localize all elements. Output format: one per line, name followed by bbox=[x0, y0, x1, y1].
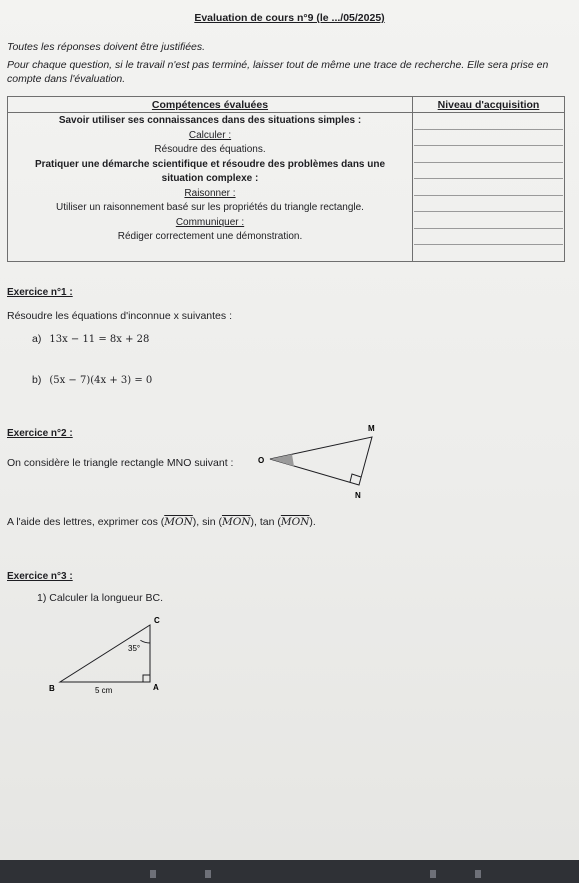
competences-header: Compétences évaluées bbox=[8, 97, 413, 113]
angle-label: 35° bbox=[128, 644, 141, 653]
competences-list bbox=[8, 113, 413, 262]
niveau-cell[interactable] bbox=[414, 229, 563, 246]
vertex-a-label: A bbox=[153, 683, 159, 692]
vertex-n-label: N bbox=[355, 491, 361, 500]
angle-c-arc bbox=[140, 640, 150, 643]
competence-row: Rédiger correctement une démonstration. bbox=[117, 231, 303, 242]
competence-row: Raisonner : bbox=[184, 187, 236, 199]
competence-row: Savoir utiliser ses connaissances dans des situations simples : bbox=[58, 115, 362, 126]
exercice1-statement: Résoudre les équations d'inconnue x suivantes : bbox=[7, 310, 232, 322]
angle-mon: $\overline{MON}$ bbox=[221, 516, 251, 528]
equation-a: 13x − 11 = 8x + 28 bbox=[49, 334, 150, 345]
exercice2-question bbox=[7, 516, 316, 528]
triangle-abc bbox=[60, 625, 150, 682]
competence-row: Communiquer : bbox=[175, 216, 245, 228]
niveau-cell[interactable] bbox=[414, 113, 563, 130]
niveau-column bbox=[413, 113, 565, 262]
niveau-cell[interactable] bbox=[414, 130, 563, 147]
right-angle-marker bbox=[143, 675, 150, 682]
item-label: b) bbox=[32, 374, 42, 386]
question-prefix: A l'aide des lettres, exprimer cos ( bbox=[7, 516, 165, 528]
niveau-cell[interactable] bbox=[414, 196, 563, 213]
exercice1-title: Exercice n°1 : bbox=[7, 287, 73, 298]
intro-trace: Pour chaque question, si le travail n'est pas terminé, laisser tout de même une trace de recherche. Elle sera prise en compte dans l'évaluation. bbox=[7, 59, 549, 85]
question-sep: ), sin ( bbox=[192, 516, 222, 528]
triangle-mno-figure bbox=[250, 418, 400, 508]
exercice2-title: Exercice n°2 : bbox=[7, 428, 73, 439]
equation-b: (5x − 7)(4x + 3) = 0 bbox=[49, 375, 153, 386]
exercice1-item-a bbox=[32, 333, 149, 345]
strip-mark bbox=[205, 870, 211, 878]
side-length-label: 5 cm bbox=[95, 686, 113, 695]
right-angle-marker bbox=[350, 474, 361, 482]
niveau-cell[interactable] bbox=[414, 163, 563, 180]
niveau-cell[interactable] bbox=[414, 212, 563, 229]
exercice1-item-b bbox=[32, 374, 152, 386]
competence-row: Pratiquer une démarche scientifique et résoudre des problèmes dans une bbox=[34, 158, 386, 170]
page-title: Evaluation de cours n°9 (le .../05/2025) bbox=[194, 12, 385, 24]
strip-mark bbox=[430, 870, 436, 878]
competence-row: Résoudre des équations. bbox=[154, 144, 266, 155]
vertex-m-label: M bbox=[368, 424, 375, 433]
competence-row: Utiliser un raisonnement basé sur les propriétés du triangle rectangle. bbox=[56, 202, 364, 213]
strip-mark bbox=[150, 870, 156, 878]
niveau-cell[interactable] bbox=[414, 146, 563, 163]
vertex-c-label: C bbox=[154, 616, 160, 625]
niveau-cell[interactable] bbox=[414, 245, 563, 261]
question-suffix: ). bbox=[309, 516, 316, 528]
item-label: a) bbox=[32, 333, 42, 345]
niveau-header: Niveau d'acquisition bbox=[413, 97, 565, 113]
angle-mon: $\overline{MON}$ bbox=[280, 516, 310, 528]
competences-table bbox=[7, 96, 565, 262]
competence-row: situation complexe : bbox=[161, 173, 259, 184]
triangle-abc-figure bbox=[40, 610, 180, 702]
exercice3-question1: 1) Calculer la longueur BC. bbox=[37, 592, 164, 604]
competence-row: Calculer : bbox=[188, 129, 232, 141]
exercice2-statement: On considère le triangle rectangle MNO suivant : bbox=[7, 457, 234, 469]
bottom-edge-strip bbox=[0, 860, 579, 883]
vertex-o-label: O bbox=[258, 456, 265, 465]
exercice3-title: Exercice n°3 : bbox=[7, 571, 73, 582]
question-sep: ), tan ( bbox=[250, 516, 281, 528]
niveau-cell[interactable] bbox=[414, 179, 563, 196]
intro-justify: Toutes les réponses doivent être justifiées. bbox=[7, 41, 206, 53]
angle-mon: $\overline{MON}$ bbox=[164, 516, 193, 528]
vertex-b-label: B bbox=[49, 684, 55, 693]
strip-mark bbox=[475, 870, 481, 878]
